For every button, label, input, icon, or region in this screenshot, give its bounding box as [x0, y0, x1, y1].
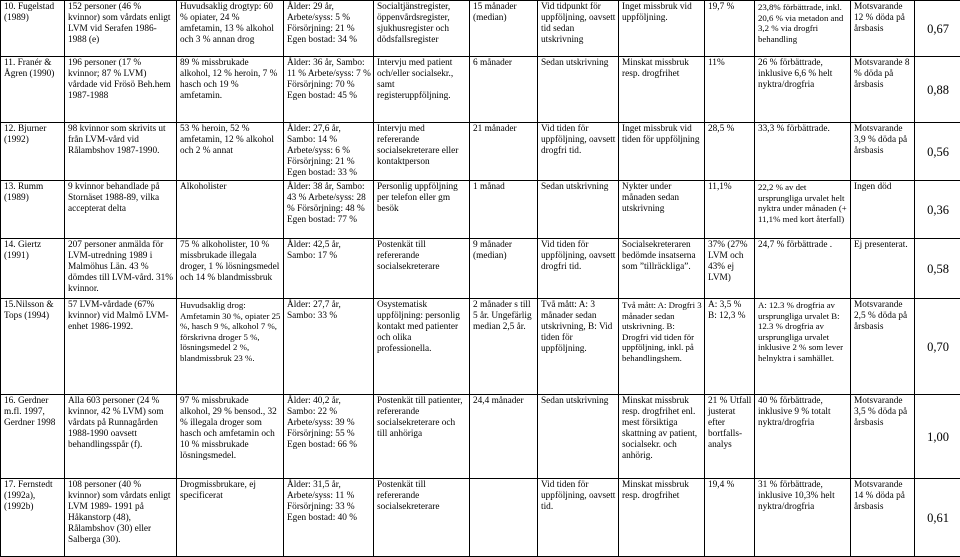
- improved-cell: 31 % förbättrade, inklusive 10,3% helt nyktra/drogfria: [755, 479, 851, 557]
- drug-type-cell: Drogmissbrukare, ej specificerat: [177, 479, 284, 557]
- method-cell: Postenkät till refererande socialsekreterare: [374, 239, 470, 299]
- timepoint-cell: Vid tiden för uppföljning, oavsett drogfri tid.: [538, 239, 619, 299]
- drug-type-cell: 75 % alkoholister, 10 % missbrukade illegala droger, 1 % lösningsmedel och 14 % blandmissbruk: [177, 239, 284, 299]
- value-cell: 0,58: [915, 239, 960, 299]
- outcome-rate-cell: 19,7 %: [705, 1, 755, 57]
- improved-cell: 33,3 % förbättrade.: [755, 123, 851, 181]
- study-cell: 17. Fernstedt (1992a), (1992b): [1, 479, 65, 557]
- table-row: [1, 239, 960, 299]
- improved-cell: 23,8% förbättrade, inkl. 20,6 % via metadon and 3,2 % via drogfri behandling: [755, 1, 851, 57]
- followup-time-cell: 6 månader: [470, 57, 538, 123]
- outcome-rate-cell: 37% (27% LVM och 43% ej LVM): [705, 239, 755, 299]
- mortality-cell: Ej presenterat.: [851, 239, 915, 299]
- followup-time-cell: 21 månader: [470, 123, 538, 181]
- outcome-measure-cell: Två mått: A: Drogfri 3 månader sedan utskrivning. B: Drogfri vid tiden för uppföljning, inkl. på behandlingshem.: [619, 299, 705, 395]
- outcome-rate-cell: 11%: [705, 57, 755, 123]
- demographics-cell: Ålder: 27,6 år, Sambo: 14 % Arbete/syss: 6 % Försörjning: 21 % Egen bostad: 33 %: [284, 123, 374, 181]
- outcome-measure-cell: Minskat missbruk resp. drogfrihet enl. mest försiktiga skattning av patient, socialsekr. och anhörig.: [619, 395, 705, 479]
- table-row: [1, 57, 960, 123]
- table-row: [1, 123, 960, 181]
- demographics-cell: Ålder: 40,2 år, Sambo: 22 % Arbete/syss: 39 % Försörjning: 55 % Egen bostad: 66 %: [284, 395, 374, 479]
- value-cell: 0,36: [915, 181, 960, 239]
- mortality-cell: Motsvarande 12 % döda på årsbasis: [851, 1, 915, 57]
- mortality-cell: Motsvarande 8 % döda på årsbasis: [851, 57, 915, 123]
- outcome-rate-cell: 28,5 %: [705, 123, 755, 181]
- demographics-cell: Ålder: 27,7 år, Sambo: 33 %: [284, 299, 374, 395]
- timepoint-cell: Sedan utskrivning: [538, 395, 619, 479]
- study-cell: 15.Nilsson & Tops (1994): [1, 299, 65, 395]
- outcome-rate-cell: 11,1%: [705, 181, 755, 239]
- value-cell: 0,56: [915, 123, 960, 181]
- population-cell: 57 LVM-vårdade (67% kvinnor) vid Malmö LVM-enhet 1986-1992.: [65, 299, 177, 395]
- table-row: [1, 1, 960, 57]
- followup-time-cell: 2 månader s till 5 år. Ungefärlig median 2,5 år.: [470, 299, 538, 395]
- improved-cell: 24,7 % förbättrade .: [755, 239, 851, 299]
- study-cell: 13. Rumm (1989): [1, 181, 65, 239]
- drug-type-cell: Huvudsaklig drog: Amfetamin 30 %, opiater 25 %, hasch 9 %, alkohol 7 %, förskrivna droger 5 %, lösningsmedel 2 %, blandmissbruk 23 %.: [177, 299, 284, 395]
- drug-type-cell: Huvudsaklig drogtyp: 60 % opiater, 24 % amfetamin, 13 % alkohol och 3 % annan drog: [177, 1, 284, 57]
- outcome-measure-cell: Inget missbruk vid tiden för uppföljning: [619, 123, 705, 181]
- value-cell: 0,61: [915, 479, 960, 557]
- population-cell: 152 personer (46 % kvinnor) som vårdats enligt LVM vid Serafen 1986-1988 (e): [65, 1, 177, 57]
- outcome-rate-cell: 21 % Utfall justerat efter bortfalls-analys: [705, 395, 755, 479]
- outcome-measure-cell: Socialsekreteraren bedömde insatserna som ”tillräckliga”.: [619, 239, 705, 299]
- outcome-measure-cell: Nykter under månaden sedan utskrivning: [619, 181, 705, 239]
- population-cell: Alla 603 personer (24 % kvinnor, 42 % LVM) som vårdats på Runnagården 1988-1990 oavsett behandlingsspår (f).: [65, 395, 177, 479]
- table-row: [1, 299, 960, 395]
- timepoint-cell: Vid tiden för uppföljning, oavsett tid.: [538, 479, 619, 557]
- followup-time-cell: [470, 479, 538, 557]
- value-cell: 0,67: [915, 1, 960, 57]
- mortality-cell: Motsvarande 14 % döda på årsbasis: [851, 479, 915, 557]
- followup-time-cell: 9 månader (median): [470, 239, 538, 299]
- improved-cell: 40 % förbättrade, inklusive 9 % totalt nyktra/drogfria: [755, 395, 851, 479]
- population-cell: 98 kvinnor som skrivits ut från LVM-vård vid Rålambshov 1987-1990.: [65, 123, 177, 181]
- followup-time-cell: 1 månad: [470, 181, 538, 239]
- drug-type-cell: 53 % heroin, 52 % amfetamin, 12 % alkohol och 2 % annat: [177, 123, 284, 181]
- drug-type-cell: 89 % missbrukade alkohol, 12 % heroin, 7 % hasch och 19 % amfetamin.: [177, 57, 284, 123]
- method-cell: Postenkät till refererande socialsekreterare: [374, 479, 470, 557]
- demographics-cell: Ålder: 29 år, Arbete/syss: 5 % Försörjning: 21 % Egen bostad: 34 %: [284, 1, 374, 57]
- outcome-measure-cell: Minskat missbruk resp. drogfrihet: [619, 479, 705, 557]
- outcome-measure-cell: Inget missbruk vid uppföljning.: [619, 1, 705, 57]
- table-row: [1, 181, 960, 239]
- method-cell: Socialtjänstregister, öppenvårdsregister, sjukhusregister och dödsfallsregister: [374, 1, 470, 57]
- outcome-rate-cell: 19,4 %: [705, 479, 755, 557]
- value-cell: 0,70: [915, 299, 960, 395]
- timepoint-cell: Vid tiden för uppföljning, oavsett drogfri tid.: [538, 123, 619, 181]
- table-row: [1, 395, 960, 479]
- population-cell: 196 personer (17 % kvinnor; 87 % LVM) vårdade vid Frösö Beh.hem 1987-1988: [65, 57, 177, 123]
- study-cell: 14. Giertz (1991): [1, 239, 65, 299]
- timepoint-cell: Två mått: A: 3 månader sedan utskrivning, B: Vid tiden för uppföljning.: [538, 299, 619, 395]
- study-cell: 12. Bjurner (1992): [1, 123, 65, 181]
- followup-time-cell: 15 månader (median): [470, 1, 538, 57]
- value-cell: 1,00: [915, 395, 960, 479]
- mortality-cell: Motsvarande 3,9 % döda på årsbasis: [851, 123, 915, 181]
- outcome-rate-cell: A: 3,5 % B: 12,3 %: [705, 299, 755, 395]
- demographics-cell: Ålder: 38 år, Sambo: 43 % Arbete/syss: 28 % Försörjning: 48 % Egen bostad: 77 %: [284, 181, 374, 239]
- demographics-cell: Ålder: 36 år, Sambo: 11 % Arbete/syss: 7 % Försörjning: 70 % Egen bostad: 45 %: [284, 57, 374, 123]
- study-cell: 16. Gerdner m.fl. 1997, Gerdner 1998: [1, 395, 65, 479]
- drug-type-cell: Alkoholister: [177, 181, 284, 239]
- method-cell: Intervju med refererande socialsekreterare eller kontaktperson: [374, 123, 470, 181]
- outcome-measure-cell: Minskat missbruk resp. drogfrihet: [619, 57, 705, 123]
- timepoint-cell: Vid tidpunkt för uppföljning, oavsett tid sedan utskrivning: [538, 1, 619, 57]
- method-cell: Intervju med patient och/eller socialsekr., samt registeruppföljning.: [374, 57, 470, 123]
- population-cell: 207 personer anmälda för LVM-utredning 1989 i Malmöhus Län. 43 % dömdes till LVM-vård. 31% kvinnor.: [65, 239, 177, 299]
- method-cell: Postenkät till patienter, refererande socialsekreterare och till anhöriga: [374, 395, 470, 479]
- drug-type-cell: 97 % missbrukade alkohol, 29 % bensod., 32 % illegala droger som hasch och amfetamin och 10 % missbrukade lösningsmedel.: [177, 395, 284, 479]
- value-cell: 0,88: [915, 57, 960, 123]
- mortality-cell: Motsvarande 3,5 % döda på årsbasis: [851, 395, 915, 479]
- mortality-cell: Ingen död: [851, 181, 915, 239]
- study-cell: 10. Fugelstad (1989): [1, 1, 65, 57]
- method-cell: Personlig uppföljning per telefon eller gm besök: [374, 181, 470, 239]
- demographics-cell: Ålder: 42,5 år, Sambo: 17 %: [284, 239, 374, 299]
- followup-time-cell: 24,4 månader: [470, 395, 538, 479]
- population-cell: 108 personer (40 % kvinnor) som vårdats enligt LVM 1989- 1991 på Håkanstorp (48), Rålambshov (30) eller Salberga (30).: [65, 479, 177, 557]
- study-cell: 11. Franér & Ågren (1990): [1, 57, 65, 123]
- improved-cell: 22,2 % av det ursprungliga urvalet helt nyktra under månaden (+ 11,1% med kort återfall): [755, 181, 851, 239]
- method-cell: Osystematisk uppföljning: personlig kontakt med patienter och olika professionella.: [374, 299, 470, 395]
- improved-cell: 26 % förbättrade, inklusive 6,6 % helt nyktra/drogfria: [755, 57, 851, 123]
- table-row: [1, 479, 960, 557]
- timepoint-cell: Sedan utskrivning: [538, 181, 619, 239]
- improved-cell: A: 12.3 % drogfria av ursprungliga urvalet B: 12.3 % drogfria av ursprungliga urvalet inklusive 2 % som lever helnyktra i samhället.: [755, 299, 851, 395]
- mortality-cell: Motsvarande 2,5 % döda på årsbasis: [851, 299, 915, 395]
- population-cell: 9 kvinnor behandlade på Stornäset 1988-89, vilka accepterat delta: [65, 181, 177, 239]
- timepoint-cell: Sedan utskrivning: [538, 57, 619, 123]
- demographics-cell: Ålder: 31,5 år, Arbete/syss: 11 % Försörjning: 33 % Egen bostad: 40 %: [284, 479, 374, 557]
